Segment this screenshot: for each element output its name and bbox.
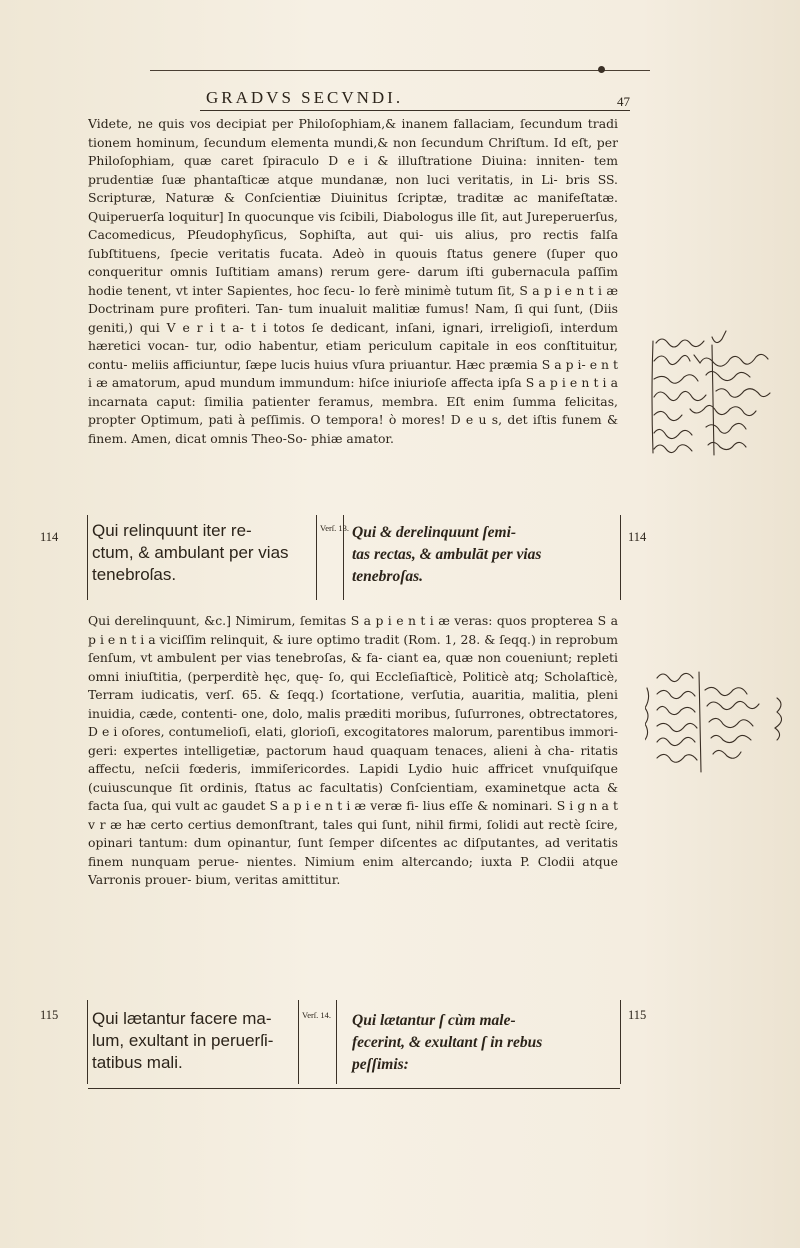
- handwritten-marginal-note: [645, 668, 795, 778]
- top-rule: [150, 70, 650, 71]
- verse-line: ctum, & ambulant per vias: [92, 543, 289, 562]
- margin-number-left: 115: [40, 1008, 59, 1022]
- ink-dot: [598, 66, 605, 73]
- verse-latin-right: [352, 1010, 542, 1076]
- margin-number-right: 115: [628, 1008, 647, 1022]
- running-title: GRADVS SECVNDI.: [206, 88, 404, 107]
- verse-rule-outer-right: [620, 1000, 621, 1084]
- verse-line: fecerint, & exultant ſ in rebus: [352, 1034, 543, 1051]
- commentary-text-2: Qui derelinquunt, &c.] Nimirum, ſemitas S a p i e n t i æ veras: quos propterea S a p i e n t i a viciſſim relinquit, & iure optimo tradit (Rom. 1, 28. & ſeqq.) in reprobum ſenſum, vt ambulent per vias tenebroſas, & fa- ciant ea, quæ non coueniunt; repleti omni iniuſtitia, (perperditè hęc, quę- ſo, qui Eccleſiaſticè, Politicè atq; Scholaſticè, Terram iudicatis, verſ. 65. & ſeqq.) ſcortatione, verſutia, auaritia, malitia, pleni inuidia, cæde, contenti- one, dolo, malis præditi moribus, ſuſurrones, obtrectatores, D e i oſores, contumelioſi, elati, glorioſi, excogitatores malorum, parentibus immori- geri: expertes intelligetiæ, pactorum haud quaquam tenaces, alieni à cha- ritatis affectu, neſcii fœderis, immiſericordes. Lapidi Lydio huic affricet vnuſquiſque (cuiuscunque ſit ordinis, ſtatus ac facultatis) Conſcientiam, examinetque acta & facta ſua, qui vult ac gaudet S a p i e n t i æ veræ fi- lius eſſe & nominari. S i g n a t v r æ hæ certo certius demonſtrant, tales qui ſunt, nihil firmi, ſolidi aut rectè ſcire, opinari tantum: dum opinantur, ſunt ſemper diſcentes ac diſputantes, ad veritatis finem nunquam perue- nientes. Nimium enim altercando; iuxta P. Clodii atque Varronis prouer- bium, veritas amittitur.: [88, 613, 618, 887]
- commentary-paragraph-2: [88, 612, 618, 984]
- verse-reference: Verſ. 13.: [320, 523, 350, 533]
- verse-line: tenebroſas.: [352, 568, 424, 585]
- verse-latin-left: [92, 520, 289, 586]
- verse-latin-right: [352, 522, 541, 588]
- verse-rule-outer-left: [87, 515, 88, 600]
- header-rule: [200, 110, 630, 111]
- verse-latin-left: [92, 1008, 273, 1074]
- verse-rule-center-left: [298, 1000, 299, 1084]
- verse-line: Qui lætantur ſ cùm male-: [352, 1012, 516, 1029]
- verse-line: Qui relinquunt iter re-: [92, 521, 252, 540]
- verse-line: peſſimis:: [352, 1056, 409, 1073]
- verse-line: Qui & derelinquunt ſemi-: [352, 524, 517, 541]
- verse-line: tenebroſas.: [92, 565, 177, 584]
- verse-line: lum, exultant in peruerſi-: [92, 1031, 274, 1050]
- verse-rule-outer-right: [620, 515, 621, 600]
- verse-rule-center-right: [336, 1000, 337, 1084]
- page-number: 47: [617, 94, 630, 109]
- verse-rule-center-left: [316, 515, 317, 600]
- commentary-text-1: Videte, ne quis vos decipiat per Philoſophiam,& inanem fallaciam, ſecundum tradi tionem hominum, ſecundum elementa mundi,& non ſecundum Chriſtum. Id eſt, per Philoſophiam, quæ caret ſpiraculo D e i & illuſtratione Diuina: inniten- tem prudentiæ ſuæ phantaſticæ atque mundanæ, non luci veritatis, in Li- bris SS. Scripturæ, Naturæ & Conſcientiæ Diuinitus ſcriptæ, traditæ ac manifeſtatæ. Quiperuerſa loquitur] In quocunque vis ſcibili, Diabologus ille ſit, aut Jureperuerſus, Cacomedicus, Pſeudophyſicus, Sophiſta, aut qui- uis alius, pro rectis falſa ſubſtituens, ſpecie veritatis fucata. Adeò in quouis ſtatus genere (ſuper quo conqueritur omnis Iuſtitiam amans) rerum gere- darum iſti gubernacula paſſim hodie tenent, vt inter Sapientes, hoc ſecu- lo ferè minimè tutum ſit, S a p i e n t i æ Doctrinam pure profiteri. Tan- tum inualuit malitiæ fumus! Nam, ſi qui ſunt, (Diis geniti,) qui V e r i t a- t i totos ſe dedicant, inſani, ignari, irreligioſi, interdum hæretici vocan- tur, odio habentur, etiam periculum capitale in eos conſtituitur, contu- meliis afficiuntur, ſæpe lucis huius vſura priuantur. Hæc præmia S a p i- e n t i æ amatorum, apud mundum immundum: hiſce iniurioſe affecta ipſa S a p i e n t i a incarnata caput: ſimilia patienter feramus, membra. Eſt enim ſumma felicitas, propter Optimum, pati à peſſimis. O tempora! ò mores! D e u s, det iſtis funem & finem. Amen, dicat omnis Theo-So- phiæ amator.: [88, 116, 618, 446]
- margin-number-left: 114: [40, 530, 59, 544]
- verse-line: Qui lætantur facere ma-: [92, 1009, 272, 1028]
- verse-rule-outer-left: [87, 1000, 88, 1084]
- verse-line: tas rectas, & ambulāt per vias: [352, 546, 542, 563]
- bottom-rule: [88, 1088, 620, 1089]
- verse-reference: Verſ. 14.: [302, 1010, 332, 1020]
- margin-number-right: 114: [628, 530, 647, 544]
- handwritten-marginal-note: [650, 325, 790, 480]
- commentary-paragraph-1: [88, 115, 618, 510]
- verse-line: tatibus mali.: [92, 1053, 183, 1072]
